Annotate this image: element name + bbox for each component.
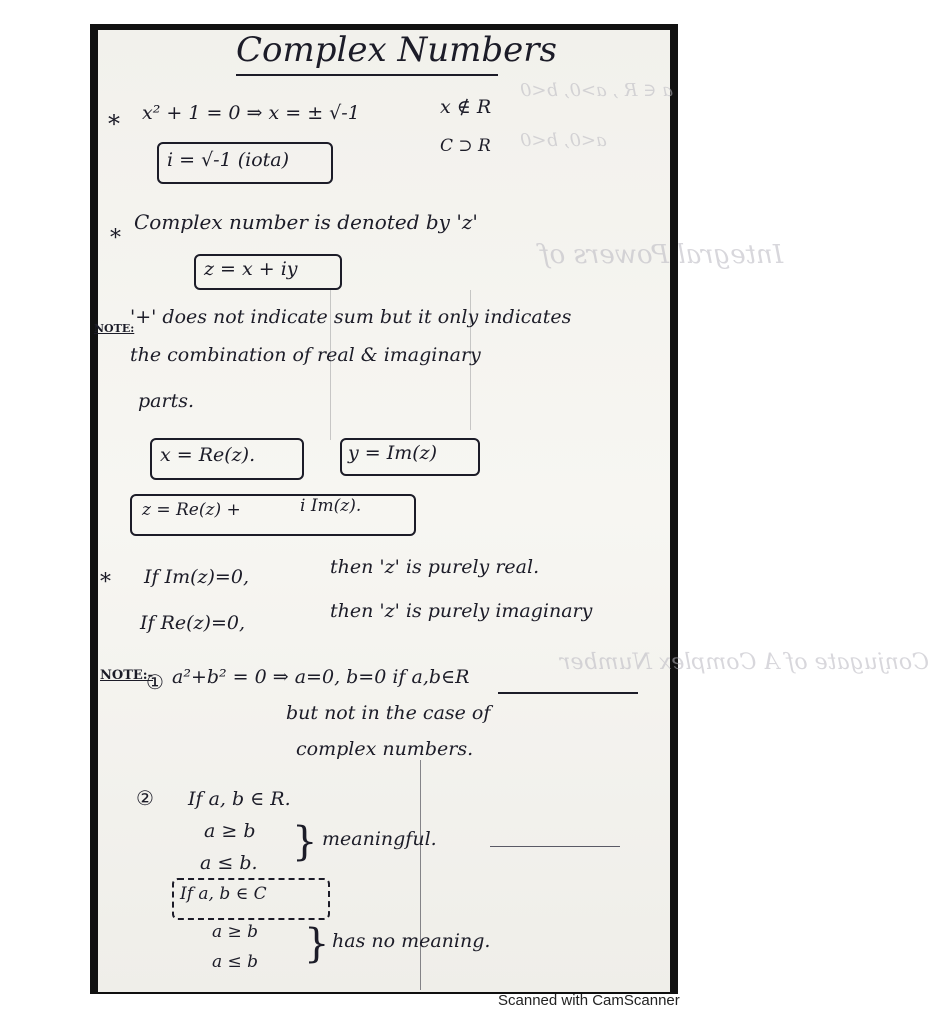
a-ge-b-2: a ≥ b (212, 922, 259, 942)
scanner-watermark: Scanned with CamScanner (498, 992, 680, 1009)
ghost-text: a ∈ R , a>0, b<0 (520, 80, 673, 101)
equation-side-note-2: C ⊃ R (440, 136, 491, 156)
bullet-star: * (100, 570, 111, 595)
re-definition: x = Re(z). (160, 444, 256, 466)
purely-imaginary: then 'z' is purely imaginary (330, 600, 593, 622)
equation-x-squared: x² + 1 = 0 ⇒ x = ± √-1 (142, 102, 360, 124)
z-full-part-b: i Im(z). (300, 496, 362, 516)
note-2-label: NOTE:- (100, 668, 153, 683)
pencil-line (420, 760, 421, 990)
note-2-equation: a²+b² = 0 ⇒ a=0, b=0 if a,b∈R (172, 666, 470, 688)
complex-numbers-line: complex numbers. (296, 738, 474, 760)
iota-definition: i = √-1 (iota) (167, 149, 290, 171)
ghost-text: a<0, b<0 (520, 130, 607, 151)
if-re-zero: If Re(z)=0, (140, 612, 246, 634)
z-definition: z = x + iy (204, 258, 298, 280)
brace-2: } (304, 921, 330, 967)
page-edge-left (90, 24, 98, 994)
if-complex-text: If a, b ∈ C (180, 884, 267, 904)
note-label: NOTE: (94, 322, 135, 335)
denoted-text: Complex number is denoted by 'z' (134, 210, 478, 234)
im-definition: y = Im(z) (348, 442, 438, 464)
if-im-zero: If Im(z)=0, (144, 566, 249, 588)
page-title: Complex Numbers (236, 30, 557, 70)
note-line-1: '+' does not indicate sum but it only indicates (130, 306, 572, 328)
point-2-if: If a, b ∈ R. (188, 788, 291, 810)
note-line-2: the combination of real & imaginary (130, 344, 481, 366)
bullet-star: * (108, 110, 120, 138)
brace-1: } (292, 819, 318, 865)
note-2-number: ① (146, 670, 164, 694)
note-line-3: parts. (138, 390, 194, 412)
a-le-b-2: a ≤ b (212, 952, 259, 972)
equation-side-note: x ∉ R (440, 96, 492, 118)
a-le-b: a ≤ b. (200, 852, 258, 874)
meaningful-text: meaningful. (322, 828, 437, 850)
point-2-number: ② (136, 786, 154, 810)
no-meaning-text: has no meaning. (332, 930, 491, 952)
but-not-line: but not in the case of (286, 702, 491, 724)
note-2-underline (498, 692, 638, 694)
a-ge-b: a ≥ b (204, 820, 256, 842)
bullet-star: * (110, 226, 121, 251)
ghost-text: Conjugate of A Complex Number (560, 650, 929, 675)
title-underline (236, 74, 498, 76)
pencil-underline (490, 846, 620, 847)
z-full-part-a: z = Re(z) + (142, 500, 241, 520)
page-edge-right (670, 24, 678, 994)
ghost-text: Integral Powers of (540, 240, 784, 270)
purely-real: then 'z' is purely real. (330, 556, 540, 578)
